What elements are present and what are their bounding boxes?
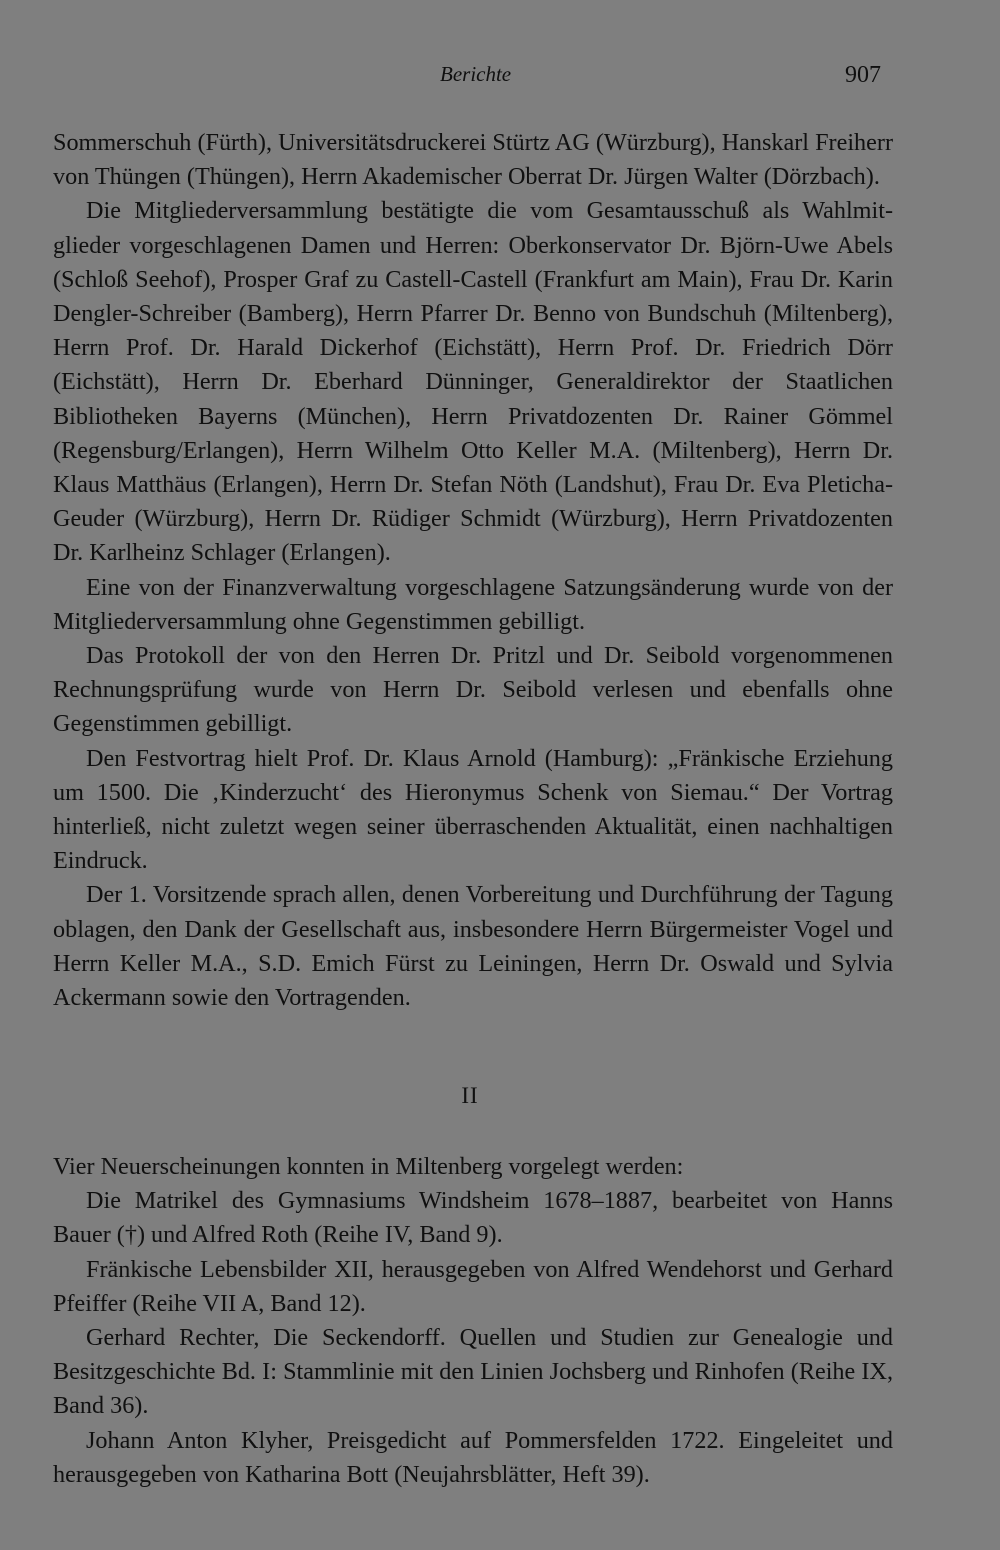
section-one-body: [53, 126, 893, 1015]
paragraph: Johann Anton Klyher, Preisgedicht auf Pommersfelden 1722. Eingeleitet und herausgegeben von Katharina Bott (Neujahrsblätter, Heft 39).: [53, 1426, 893, 1488]
page-number: 907: [845, 62, 881, 88]
running-head: [0, 62, 1000, 92]
section-two-body: [53, 1150, 893, 1492]
paragraph: Sommerschuh (Fürth), Universitätsdruckerei Stürtz AG (Würzburg), Hanskarl Freiherr von Thüngen (Thüngen), Herrn Akademischer Oberrat Dr. Jürgen Walter (Dörzbach).: [53, 129, 893, 191]
paragraph: Das Protokoll der von den Herren Dr. Pritzl und Dr. Seibold vorgenommenen Rechnungsprüfung wurde von Herrn Dr. Seibold verlesen und ebenfalls ohne Gegenstimmen gebilligt.: [53, 642, 893, 738]
paragraph: Die Mitgliederversammlung bestätigte die vom Gesamtausschuß als Wahlmitglieder vorgeschlagenen Damen und Herren: Oberkonservator Dr. Björn-Uwe Abels (Schloß Seehof), Prosper Graf zu Castell-Castell (Frankfurt am Main), Frau Dr. Karin Dengler-Schreiber (Bamberg), Herrn Pfarrer Dr. Benno von Bundschuh (Miltenberg), Herrn Prof. Dr. Harald Dickerhof (Eichstätt), Herrn Prof. Dr. Friedrich Dörr (Eichstätt), Herrn Dr. Eberhard Dünninger, Generaldirektor der Staatlichen Bibliotheken Bayerns (München), Herrn Privatdozenten Dr. Rainer Gömmel (Regensburg/Erlangen), Herrn Wilhelm Otto Keller M.A. (Miltenberg), Herrn Dr. Klaus Matthäus (Erlangen), Herrn Dr. Stefan Nöth (Landshut), Frau Dr. Eva Pleticha-Geuder (Würzburg), Herrn Dr. Rüdiger Schmidt (Würzburg), Herrn Privatdozenten Dr. Karlheinz Schlager (Erlangen).: [53, 197, 893, 567]
paragraph: Fränkische Lebensbilder XII, herausgegeben von Alfred Wendehorst und Gerhard Pfeiffer (Reihe VII A, Band 12).: [53, 1255, 893, 1317]
section-heading: II: [461, 1083, 479, 1108]
paragraph: Gerhard Rechter, Die Seckendorff. Quellen und Studien zur Genealogie und Besitzgeschichte Bd. I: Stammlinie mit den Linien Jochsberg und Rinhofen (Reihe IX, Band 36).: [53, 1324, 893, 1420]
paragraph: Der 1. Vorsitzende sprach allen, denen Vorbereitung und Durchführung der Tagung oblagen, den Dank der Gesellschaft aus, insbesondere Herrn Bürgermeister Vogel und Herrn Keller M.A., S.D. Emich Fürst zu Leiningen, Herrn Dr. Oswald und Sylvia Ackermann sowie den Vortragenden.: [53, 881, 893, 1012]
paragraph: Eine von der Finanzverwaltung vorgeschlagene Satzungsänderung wurde von der Mitgliederversammlung ohne Gegenstimmen gebilligt.: [53, 573, 893, 635]
paragraph: Vier Neuerscheinungen konnten in Miltenberg vorgelegt werden:: [53, 1153, 684, 1180]
running-title: Berichte: [440, 62, 512, 86]
paragraph: Den Festvortrag hielt Prof. Dr. Klaus Arnold (Hamburg): „Fränkische Erziehung um 1500. Die ‚Kinderzucht‘ des Hieronymus Schenk von Siemau.“ Der Vortrag hinterließ, nicht zuletzt wegen seiner überraschenden Aktualität, einen nachhaltigen Eindruck.: [53, 744, 893, 875]
paragraph: Die Matrikel des Gymnasiums Windsheim 1678–1887, bearbeitet von Hanns Bauer (†) und Alfred Roth (Reihe IV, Band 9).: [53, 1187, 893, 1249]
